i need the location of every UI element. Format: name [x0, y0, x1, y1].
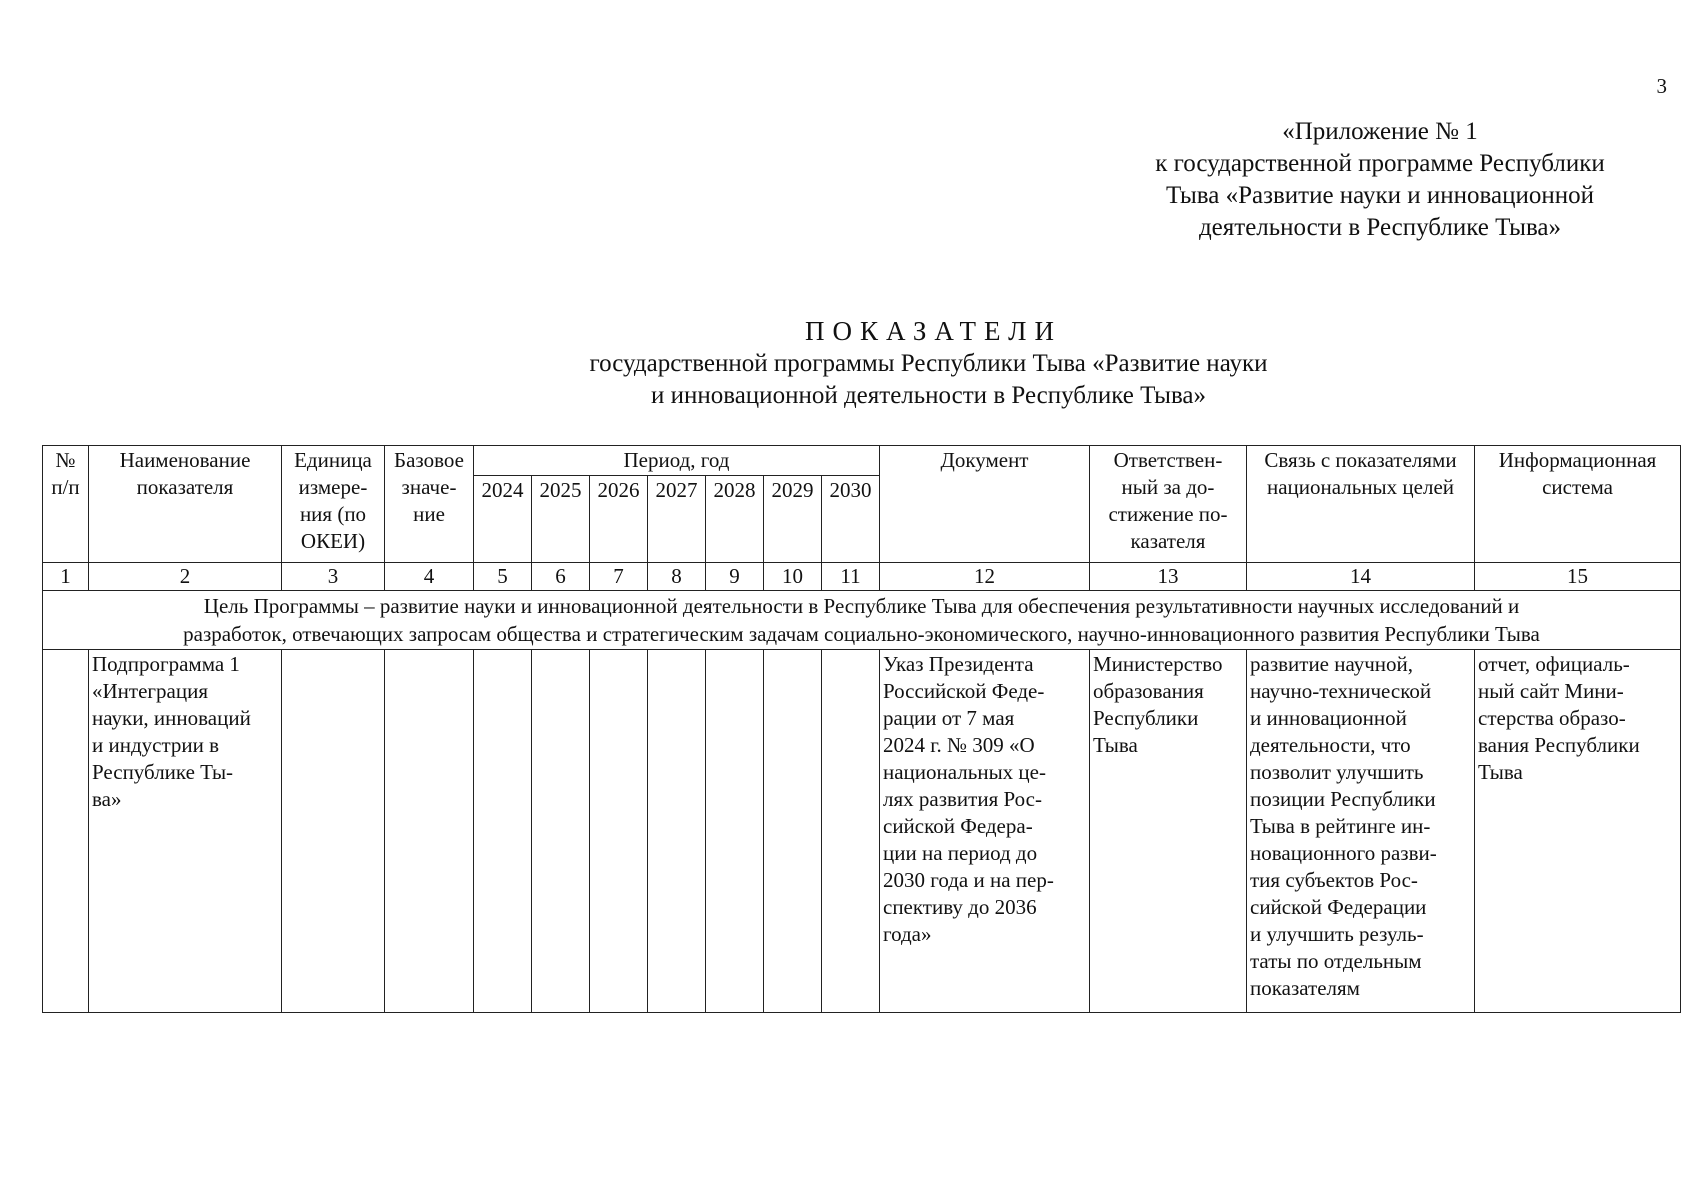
year-cell: 2030	[822, 476, 880, 563]
goal-row	[43, 591, 1681, 650]
title-block	[0, 314, 1697, 412]
responsible-cell: Министерство образования Республики Тыва	[1090, 650, 1247, 1013]
header-link-national-goals: Связь с показателями национальных целей	[1247, 446, 1475, 563]
year-cell: 2027	[648, 476, 706, 563]
header-base-value: Базовое значе- ние	[385, 446, 474, 563]
indicator-name: Подпрограмма 1 «Интеграция науки, инноваций и индустрии в Республике Ты- ва»	[89, 650, 282, 1013]
year-value-cell	[590, 650, 648, 1013]
year-cell: 2028	[706, 476, 764, 563]
column-number: 4	[385, 563, 474, 591]
indicators-table	[42, 445, 1681, 1013]
subtitle-line: государственной программы Республики Тыва «Развитие науки	[589, 350, 1268, 377]
info-system-cell: отчет, официаль- ный сайт Мини- стерства образо- вания Республики Тыва	[1475, 650, 1681, 1013]
header-responsible: Ответствен- ный за до- стижение по- казателя	[1090, 446, 1247, 563]
document-cell: Указ Президента Российской Феде- рации от 7 мая 2024 г. № 309 «О национальных це- лях развития Рос- сийской Федера- ции на период до 2030 года и на пер- спективу до 2036 года»	[880, 650, 1090, 1013]
column-number: 15	[1475, 563, 1681, 591]
header-name: Наименование показателя	[89, 446, 282, 563]
column-number: 6	[532, 563, 590, 591]
column-number: 13	[1090, 563, 1247, 591]
column-number: 14	[1247, 563, 1475, 591]
header-document: Документ	[880, 446, 1090, 563]
appendix-line: деятельности в Республике Тыва»	[1198, 214, 1562, 241]
subtitle-line: и инновационной деятельности в Республике Тыва»	[650, 382, 1207, 409]
column-number: 10	[764, 563, 822, 591]
column-number: 5	[474, 563, 532, 591]
column-number: 1	[43, 563, 89, 591]
header-row	[43, 446, 1681, 476]
header-unit: Единица измере- ния (по ОКЕИ)	[282, 446, 385, 563]
column-number: 7	[590, 563, 648, 591]
year-value-cell	[764, 650, 822, 1013]
program-goal: Цель Программы – развитие науки и инновационной деятельности в Республике Тыва для обеспечения результативности научных исследований и разработок, отвечающих запросам общества и стратегическим задачам социально-экономического, научно-инновационного развития Республики Тыва	[43, 591, 1681, 650]
header-info-system: Информационная система	[1475, 446, 1681, 563]
appendix-note	[1100, 116, 1660, 244]
appendix-line: к государственной программе Республики	[1155, 150, 1605, 177]
appendix-line: Тыва «Развитие науки и инновационной	[1165, 182, 1595, 209]
year-value-cell	[532, 650, 590, 1013]
table-row	[43, 650, 1681, 1013]
year-cell: 2026	[590, 476, 648, 563]
header-num: № п/п	[43, 446, 89, 563]
document-subtitle	[160, 348, 1697, 412]
base-value-cell	[385, 650, 474, 1013]
row-num-cell	[43, 650, 89, 1013]
year-value-cell	[474, 650, 532, 1013]
year-cell: 2029	[764, 476, 822, 563]
page-number: 3	[1656, 74, 1667, 98]
document-title: ПОКАЗАТЕЛИ	[805, 316, 1062, 346]
column-number: 11	[822, 563, 880, 591]
column-numbers-row	[43, 563, 1681, 591]
appendix-line: «Приложение № 1	[1282, 118, 1478, 145]
column-number: 8	[648, 563, 706, 591]
link-national-goals-cell: развитие научной, научно-технической и инновационной деятельности, что позволит улучшить позиции Республики Тыва в рейтинге ин- новационного разви- тия субъектов Рос- сийской Федерации и улучшить резуль- таты по отдельным показателям	[1247, 650, 1475, 1013]
column-number: 12	[880, 563, 1090, 591]
unit-cell	[282, 650, 385, 1013]
column-number: 2	[89, 563, 282, 591]
year-value-cell	[822, 650, 880, 1013]
column-number: 9	[706, 563, 764, 591]
year-value-cell	[706, 650, 764, 1013]
year-cell: 2025	[532, 476, 590, 563]
column-number: 3	[282, 563, 385, 591]
year-value-cell	[648, 650, 706, 1013]
header-period: Период, год	[474, 446, 880, 476]
year-cell: 2024	[474, 476, 532, 563]
